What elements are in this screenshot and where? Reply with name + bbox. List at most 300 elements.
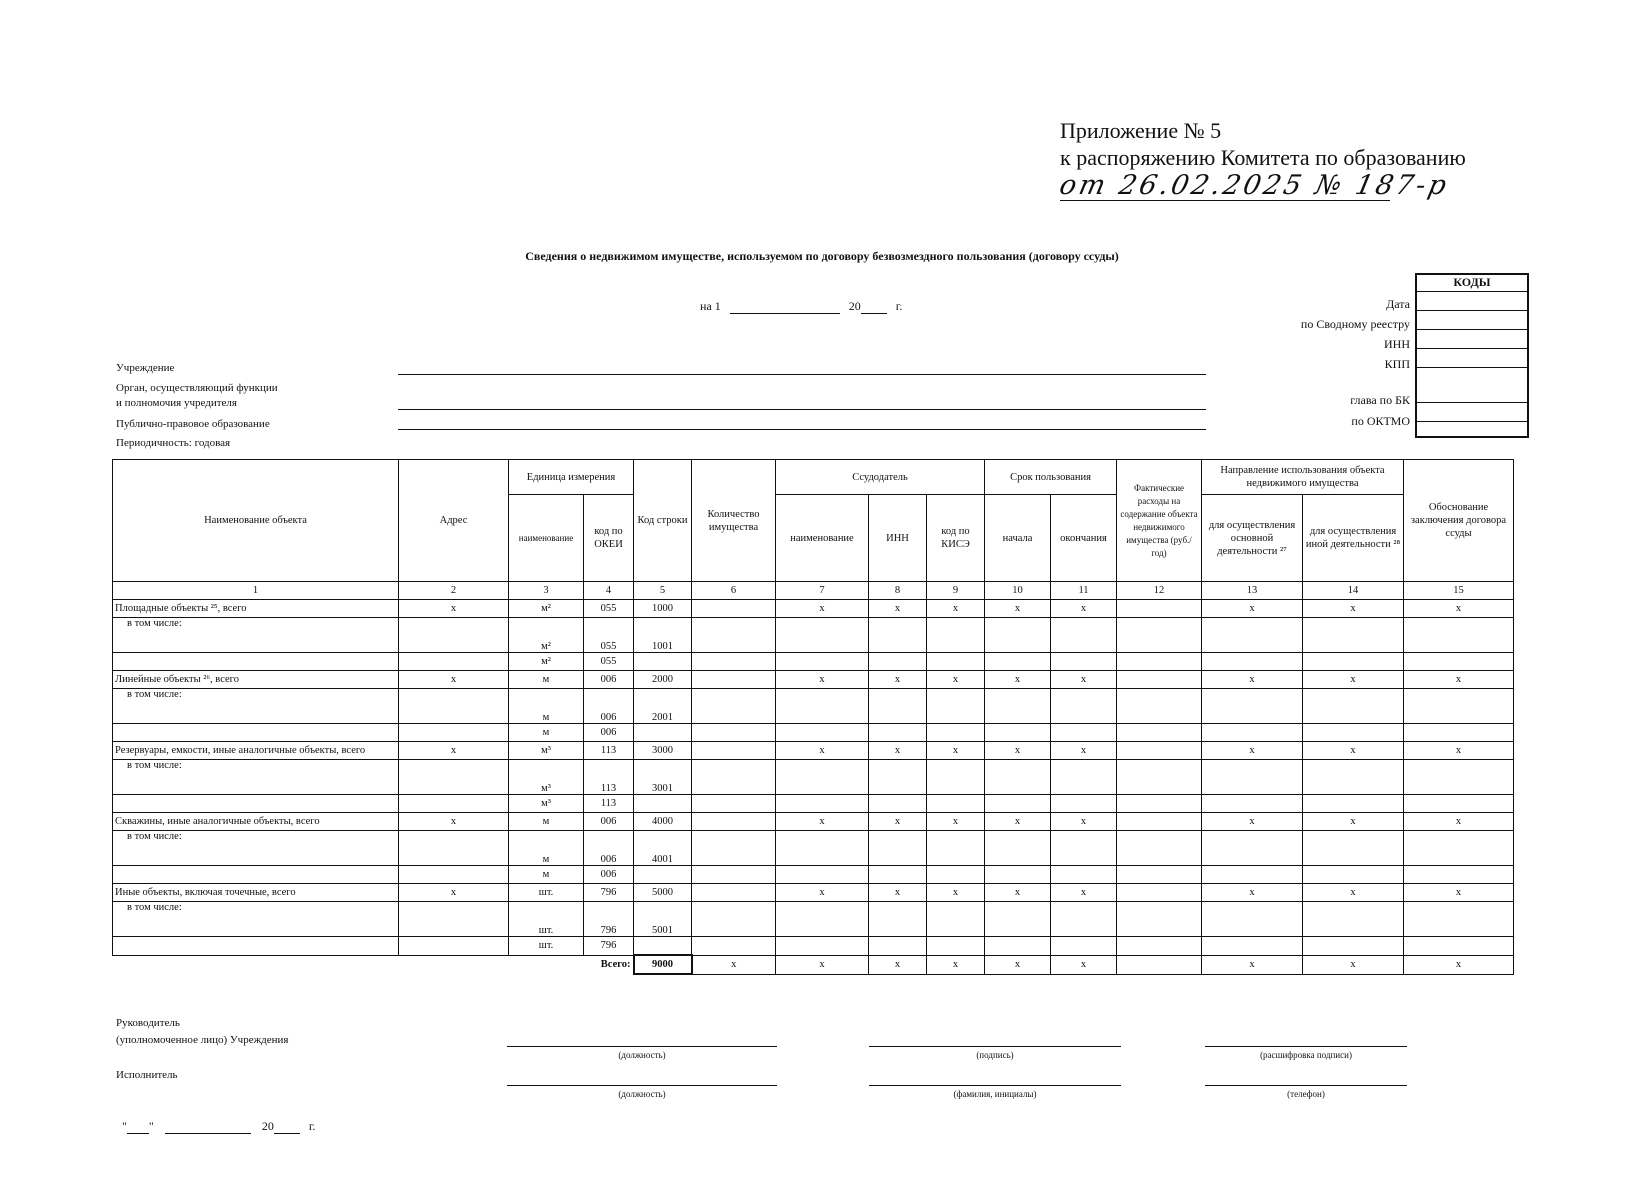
data-cell[interactable] [1303,937,1404,956]
expenses-cell[interactable] [1117,742,1202,760]
data-cell[interactable] [985,724,1051,742]
caption-position: (должность) [618,1050,666,1060]
cell-x: x [1404,742,1514,760]
cell-x: x [1303,742,1404,760]
address-cell[interactable] [399,760,509,795]
unit-code: 006 [584,813,634,831]
data-cell[interactable] [1051,689,1117,724]
data-cell[interactable] [927,937,985,956]
data-cell[interactable] [985,866,1051,884]
unit-code: 055 [584,653,634,671]
data-cell[interactable] [692,618,776,653]
cell-x: x [985,955,1051,974]
incl-label: в том числе: [113,760,399,795]
sig-month-field[interactable] [165,1118,251,1134]
quantity-cell[interactable] [692,813,776,831]
data-cell[interactable] [1404,831,1514,866]
address-cell[interactable] [399,831,509,866]
data-cell[interactable] [692,724,776,742]
executor-fullname-field[interactable] [869,1085,1121,1086]
cell-x: x [1303,600,1404,618]
cell-x: x [776,600,869,618]
data-cell[interactable] [1051,760,1117,795]
address-cell[interactable] [399,653,509,671]
data-cell[interactable] [869,618,927,653]
unit-code: 796 [584,884,634,902]
data-cell[interactable] [1202,902,1303,937]
data-cell[interactable] [776,653,869,671]
data-cell[interactable] [692,902,776,937]
total-expenses-cell[interactable] [1117,955,1202,974]
data-cell[interactable] [927,902,985,937]
cell-x: x [869,600,927,618]
data-cell[interactable] [1202,653,1303,671]
code-extra-cell[interactable] [1417,421,1527,436]
data-cell[interactable] [1303,831,1404,866]
data-cell[interactable] [776,760,869,795]
group-name: Резервуары, емкости, иные аналогичные объекты, всего [113,742,399,760]
expenses-cell[interactable] [1117,600,1202,618]
data-cell[interactable] [927,618,985,653]
date-year-field[interactable] [861,298,887,314]
head-decoding-field[interactable] [1205,1046,1407,1047]
data-cell[interactable] [869,795,927,813]
col-number: 4 [584,582,634,600]
data-cell[interactable] [1404,653,1514,671]
col-number: 14 [1303,582,1404,600]
data-cell[interactable] [776,618,869,653]
group-row [113,742,1514,760]
address-cell[interactable] [399,724,509,742]
group-row [113,671,1514,689]
data-cell[interactable] [869,866,927,884]
unit-code: 006 [584,831,634,866]
header-unit-code: код по ОКЕИ [584,495,634,582]
data-cell[interactable] [1404,866,1514,884]
quantity-cell[interactable] [692,600,776,618]
codes-header: КОДЫ [1453,275,1491,289]
executor-position-field[interactable] [507,1085,777,1086]
col-number: 6 [692,582,776,600]
incl-label: в том числе: [113,618,399,653]
label-bk: глава по БК [1350,393,1410,407]
data-cell[interactable] [1051,795,1117,813]
cell-x: x [927,884,985,902]
cell-x: x [927,742,985,760]
label-organ-2: и полномочия учредителя [116,397,237,409]
data-cell[interactable] [1202,724,1303,742]
data-cell[interactable] [927,724,985,742]
data-cell[interactable] [692,937,776,956]
cell-x: x [1202,742,1303,760]
data-cell[interactable] [1117,724,1202,742]
name-cell[interactable] [113,866,399,884]
cell-x: x [399,600,509,618]
data-cell[interactable] [1303,689,1404,724]
data-cell[interactable] [1117,618,1202,653]
data-cell[interactable] [985,937,1051,956]
data-cell[interactable] [1303,795,1404,813]
caption-decoding: (расшифровка подписи) [1260,1050,1352,1060]
data-cell[interactable] [869,760,927,795]
sub-row [113,618,1514,653]
cell-x: x [399,742,509,760]
cell-x: x [399,671,509,689]
label-periodicity: Периодичность: годовая [116,437,231,449]
data-cell[interactable] [1051,618,1117,653]
col-number: 10 [985,582,1051,600]
appendix-header [1060,117,1466,171]
cell-x: x [776,955,869,974]
sub-row [113,689,1514,724]
data-cell[interactable] [634,795,692,813]
header-dir-main: для осуществления основной деятельности ²⁷ [1202,495,1303,582]
label-public-entity: Публично-правовое образование [116,418,270,430]
data-cell[interactable] [634,653,692,671]
unit-name: м² [509,653,584,671]
header-unit-name: наименование [509,495,584,582]
row-code: 4001 [634,831,692,866]
address-cell[interactable] [399,937,509,956]
data-cell[interactable] [776,937,869,956]
code-oktmo-cell[interactable] [1417,402,1527,421]
data-cell[interactable] [1404,760,1514,795]
unit-code: 006 [584,671,634,689]
data-cell[interactable] [776,689,869,724]
cell-x: x [1202,671,1303,689]
expenses-cell[interactable] [1117,884,1202,902]
data-cell[interactable] [869,831,927,866]
col-number: 8 [869,582,927,600]
data-cell[interactable] [1051,831,1117,866]
col-number: 12 [1117,582,1202,600]
expenses-cell[interactable] [1117,671,1202,689]
data-cell[interactable] [927,760,985,795]
cell-x: x [985,813,1051,831]
data-cell[interactable] [1051,653,1117,671]
date-suffix: г. [895,299,903,313]
appendix-number: Приложение № 5 [1060,118,1222,143]
data-cell[interactable] [1303,866,1404,884]
property-table [112,459,1514,975]
data-cell[interactable] [1404,689,1514,724]
header-dir-other: для осуществления иной деятельности ²⁸ [1303,495,1404,582]
blank-row [113,724,1514,742]
data-cell[interactable] [776,724,869,742]
col-number: 13 [1202,582,1303,600]
blank-row [113,866,1514,884]
name-cell[interactable] [113,653,399,671]
caption-fullname: (фамилия, инициалы) [953,1089,1037,1099]
header-row-1 [113,460,1514,495]
data-cell[interactable] [1404,795,1514,813]
row-code: 3000 [634,742,692,760]
header-basis: Обоснование заключения договора ссуды [1404,460,1514,582]
unit-code: 055 [584,600,634,618]
cell-x: x [1404,955,1514,974]
unit-code: 006 [584,866,634,884]
data-cell[interactable] [1404,724,1514,742]
data-cell[interactable] [1051,937,1117,956]
cell-x: x [869,955,927,974]
group-name: Линейные объекты ²⁶, всего [113,671,399,689]
col-number: 3 [509,582,584,600]
data-cell[interactable] [1202,831,1303,866]
header-term-end: окончания [1051,495,1117,582]
cell-x: x [985,600,1051,618]
data-cell[interactable] [1117,937,1202,956]
unit-code: 796 [584,902,634,937]
report-date-row [700,298,902,314]
cell-x: x [985,884,1051,902]
cell-x: x [869,813,927,831]
codes-box [1415,273,1529,438]
data-cell[interactable] [1202,689,1303,724]
data-cell[interactable] [985,689,1051,724]
data-cell[interactable] [1202,760,1303,795]
unit-name: шт. [509,884,584,902]
address-cell[interactable] [399,866,509,884]
header-term: Срок пользования [985,460,1117,495]
code-inn-cell[interactable] [1417,329,1527,348]
organ-field[interactable] [398,409,1206,410]
unit-code: 796 [584,937,634,956]
address-cell[interactable] [399,689,509,724]
quantity-cell[interactable] [692,671,776,689]
data-cell[interactable] [1117,760,1202,795]
data-cell[interactable] [692,689,776,724]
unit-name: м² [509,600,584,618]
incl-label: в том числе: [113,689,399,724]
cell-x: x [1202,884,1303,902]
data-cell[interactable] [1051,902,1117,937]
sig-day-field[interactable] [127,1118,149,1134]
cell-x: x [1303,955,1404,974]
cell-x: x [927,813,985,831]
header-row-code: Код строки [634,460,692,582]
data-cell[interactable] [776,831,869,866]
document-title: Сведения о недвижимом имуществе, используемом по договору безвозмездного пользования (договору ссуды) [525,249,1119,263]
group-row [113,884,1514,902]
data-cell[interactable] [634,866,692,884]
data-cell[interactable] [1303,653,1404,671]
label-registry: по Сводному реестру [1300,317,1410,331]
label-head-1: Руководитель [116,1017,180,1029]
data-cell[interactable] [927,831,985,866]
row-code: 1000 [634,600,692,618]
cell-x: x [692,955,776,974]
header-quantity: Количество имущества [692,460,776,582]
data-cell[interactable] [1202,866,1303,884]
cell-x: x [1404,813,1514,831]
sub-row [113,760,1514,795]
data-cell[interactable] [1303,902,1404,937]
data-cell[interactable] [1202,618,1303,653]
cell-x: x [985,742,1051,760]
data-cell[interactable] [1303,760,1404,795]
address-cell[interactable] [399,795,509,813]
quantity-cell[interactable] [692,884,776,902]
unit-code: 113 [584,760,634,795]
header-address: Адрес [399,460,509,582]
header-term-start: начала [985,495,1051,582]
data-cell[interactable] [1303,724,1404,742]
unit-name: м³ [509,742,584,760]
cell-x: x [1202,600,1303,618]
blank-row [113,937,1514,956]
date-day-month-field[interactable] [730,298,840,314]
data-cell[interactable] [1202,937,1303,956]
address-cell[interactable] [399,902,509,937]
unit-name: м² [509,618,584,653]
cell-x: x [1303,884,1404,902]
group-name: Иные объекты, включая точечные, всего [113,884,399,902]
expenses-cell[interactable] [1117,813,1202,831]
code-bk-cell[interactable] [1417,367,1527,402]
quantity-cell[interactable] [692,742,776,760]
name-cell[interactable] [113,795,399,813]
institution-field[interactable] [398,374,1206,375]
cell-x: x [1404,671,1514,689]
name-cell[interactable] [113,724,399,742]
code-kpp-cell[interactable] [1417,348,1527,367]
data-cell[interactable] [634,724,692,742]
date-prefix: на 1 [700,299,721,313]
incl-label: в том числе: [113,831,399,866]
cell-x: x [1051,955,1117,974]
data-cell[interactable] [985,760,1051,795]
col-number: 2 [399,582,509,600]
data-cell[interactable] [692,866,776,884]
data-cell[interactable] [634,937,692,956]
cell-x: x [927,955,985,974]
total-code: 9000 [634,955,692,974]
caption-executor-position: (должность) [618,1089,666,1099]
data-cell[interactable] [985,902,1051,937]
unit-name: м³ [509,795,584,813]
data-cell[interactable] [869,653,927,671]
data-cell[interactable] [692,653,776,671]
sub-row [113,831,1514,866]
cell-x: x [1404,600,1514,618]
data-cell[interactable] [692,795,776,813]
cell-x: x [1404,884,1514,902]
data-cell[interactable] [692,831,776,866]
data-cell[interactable] [985,653,1051,671]
sig-year-prefix: 20 [261,1119,274,1133]
data-cell[interactable] [1051,724,1117,742]
name-cell[interactable] [113,937,399,956]
code-date-cell[interactable] [1417,291,1527,310]
incl-label: в том числе: [113,902,399,937]
cell-x: x [1051,813,1117,831]
header-unit: Единица измерения [509,460,634,495]
data-cell[interactable] [1117,902,1202,937]
unit-name: м³ [509,760,584,795]
data-cell[interactable] [776,795,869,813]
data-cell[interactable] [776,902,869,937]
data-cell[interactable] [985,795,1051,813]
public-entity-field[interactable] [398,429,1206,430]
data-cell[interactable] [1117,866,1202,884]
unit-name: шт. [509,902,584,937]
unit-name: м [509,671,584,689]
table-body [113,600,1514,956]
total-row [113,955,1514,974]
col-number: 5 [634,582,692,600]
unit-name: м [509,831,584,866]
cell-x: x [1051,600,1117,618]
address-cell[interactable] [399,618,509,653]
data-cell[interactable] [927,689,985,724]
group-name: Скважины, иные аналогичные объекты, всего [113,813,399,831]
unit-code: 113 [584,742,634,760]
unit-name: м [509,813,584,831]
data-cell[interactable] [1303,618,1404,653]
row-code: 4000 [634,813,692,831]
row-code: 3001 [634,760,692,795]
data-cell[interactable] [1051,866,1117,884]
label-date: Дата [1386,297,1410,311]
col-number: 15 [1404,582,1514,600]
cell-x: x [869,742,927,760]
appendix-reference: к распоряжению Комитета по образованию [1060,145,1466,170]
head-position-field[interactable] [507,1046,777,1047]
group-row [113,600,1514,618]
data-cell[interactable] [1117,795,1202,813]
col-number: 1 [113,582,399,600]
code-registry-cell[interactable] [1417,310,1527,329]
data-cell[interactable] [869,724,927,742]
head-signature-field[interactable] [869,1046,1121,1047]
data-cell[interactable] [692,760,776,795]
header-name: Наименование объекта [113,460,399,582]
cell-x: x [927,600,985,618]
data-cell[interactable] [1202,795,1303,813]
cell-x: x [1051,884,1117,902]
data-cell[interactable] [927,653,985,671]
executor-phone-field[interactable] [1205,1085,1407,1086]
data-cell[interactable] [1117,831,1202,866]
data-cell[interactable] [1117,653,1202,671]
sig-year-field[interactable] [274,1118,300,1134]
data-cell[interactable] [927,866,985,884]
cell-x: x [927,671,985,689]
header-lender-kise: код по КИСЭ [927,495,985,582]
label-oktmo: по ОКТМО [1351,414,1410,428]
data-cell[interactable] [985,831,1051,866]
data-cell[interactable] [869,902,927,937]
label-kpp: КПП [1384,357,1410,371]
row-code: 5000 [634,884,692,902]
label-inn: ИНН [1384,337,1410,351]
data-cell[interactable] [1117,689,1202,724]
unit-name: м [509,724,584,742]
total-label: Всего: [600,959,631,971]
data-cell[interactable] [1404,937,1514,956]
caption-phone: (телефон) [1287,1089,1325,1099]
data-cell[interactable] [776,866,869,884]
data-cell[interactable] [927,795,985,813]
handwritten-underline [1060,200,1390,201]
data-cell[interactable] [869,689,927,724]
blank-row [113,653,1514,671]
cell-x: x [776,742,869,760]
data-cell[interactable] [1404,618,1514,653]
data-cell[interactable] [869,937,927,956]
data-cell[interactable] [1404,902,1514,937]
data-cell[interactable] [985,618,1051,653]
